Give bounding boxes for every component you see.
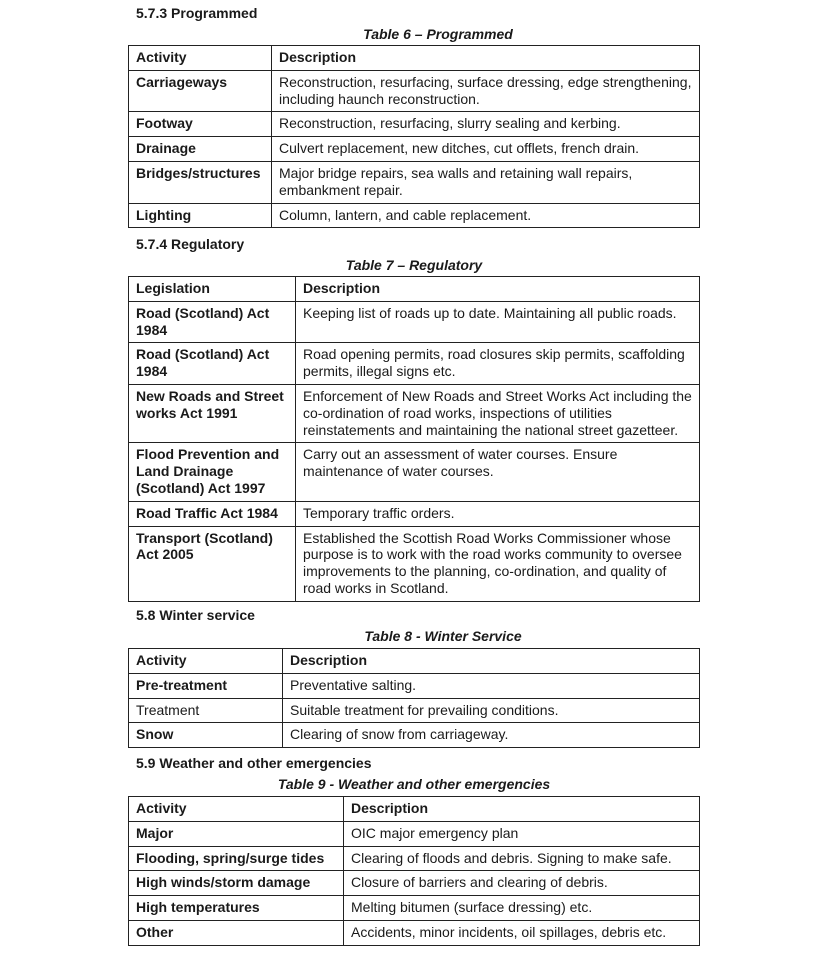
activity-cell: Flooding, spring/surge tides	[129, 846, 344, 871]
column-header-legislation: Legislation	[129, 277, 296, 302]
description-cell: Major bridge repairs, sea walls and retaining wall repairs, embankment repair.	[272, 161, 700, 203]
column-header-description: Description	[283, 649, 700, 674]
activity-cell: Snow	[129, 723, 283, 748]
description-cell: Melting bitumen (surface dressing) etc.	[344, 896, 700, 921]
table-row	[129, 896, 700, 921]
table-row	[129, 443, 700, 501]
description-cell: Preventative salting.	[283, 673, 700, 698]
legislation-cell: Road (Scotland) Act 1984	[129, 301, 296, 343]
legislation-cell: Transport (Scotland) Act 2005	[129, 526, 296, 601]
regulatory-table	[128, 276, 700, 602]
table-row	[129, 846, 700, 871]
legislation-cell: Road (Scotland) Act 1984	[129, 343, 296, 385]
activity-cell: Other	[129, 920, 344, 945]
table-row	[129, 526, 700, 601]
table-row	[129, 920, 700, 945]
table-header-row	[129, 277, 700, 302]
column-header-activity: Activity	[129, 649, 283, 674]
table-caption-regulatory: Table 7 – Regulatory	[345, 257, 483, 273]
programmed-table	[128, 45, 700, 228]
table-row	[129, 723, 700, 748]
description-cell: Established the Scottish Road Works Commissioner whose purpose is to work with the road works community to oversee improvements to the planning, co-ordination, and quality of road works in Scotland.	[296, 526, 700, 601]
activity-cell: Major	[129, 821, 344, 846]
description-cell: Column, lantern, and cable replacement.	[272, 203, 700, 228]
column-header-activity: Activity	[129, 46, 272, 71]
activity-cell: Lighting	[129, 203, 272, 228]
description-cell: Culvert replacement, new ditches, cut offlets, french drain.	[272, 137, 700, 162]
activity-cell: High temperatures	[129, 896, 344, 921]
section-heading-programmed: 5.7.3 Programmed	[136, 5, 258, 21]
column-header-description: Description	[296, 277, 700, 302]
table-row	[129, 871, 700, 896]
description-cell: Reconstruction, resurfacing, slurry sealing and kerbing.	[272, 112, 700, 137]
column-header-description: Description	[344, 797, 700, 822]
description-cell: Temporary traffic orders.	[296, 501, 700, 526]
table-row	[129, 384, 700, 442]
column-header-activity: Activity	[129, 797, 344, 822]
table-row	[129, 501, 700, 526]
emergencies-table	[128, 796, 700, 946]
activity-cell: Bridges/structures	[129, 161, 272, 203]
table-caption-programmed: Table 6 – Programmed	[363, 26, 513, 42]
legislation-cell: Flood Prevention and Land Drainage (Scotland) Act 1997	[129, 443, 296, 501]
description-cell: OIC major emergency plan	[344, 821, 700, 846]
activity-cell: High winds/storm damage	[129, 871, 344, 896]
description-cell: Carry out an assessment of water courses. Ensure maintenance of water courses.	[296, 443, 700, 501]
description-cell: Clearing of floods and debris. Signing to make safe.	[344, 846, 700, 871]
table-row	[129, 698, 700, 723]
description-cell: Keeping list of roads up to date. Maintaining all public roads.	[296, 301, 700, 343]
section-heading-regulatory: 5.7.4 Regulatory	[136, 236, 245, 252]
activity-cell: Treatment	[129, 698, 283, 723]
table-header-row	[129, 46, 700, 71]
legislation-cell: New Roads and Street works Act 1991	[129, 384, 296, 442]
table-row	[129, 301, 700, 343]
winter-service-table	[128, 648, 700, 748]
table-caption-emergencies: Table 9 - Weather and other emergencies	[277, 776, 551, 792]
section-heading-winter-service: 5.8 Winter service	[136, 607, 255, 623]
table-row	[129, 112, 700, 137]
activity-cell: Footway	[129, 112, 272, 137]
table-header-row	[129, 649, 700, 674]
table-row	[129, 673, 700, 698]
activity-cell: Pre-treatment	[129, 673, 283, 698]
description-cell: Closure of barriers and clearing of debris.	[344, 871, 700, 896]
description-cell: Road opening permits, road closures skip permits, scaffolding permits, illegal signs etc.	[296, 343, 700, 385]
table-row	[129, 161, 700, 203]
activity-cell: Drainage	[129, 137, 272, 162]
section-heading-emergencies: 5.9 Weather and other emergencies	[136, 755, 372, 771]
table-row	[129, 203, 700, 228]
table-row	[129, 70, 700, 112]
table-row	[129, 821, 700, 846]
table-row	[129, 137, 700, 162]
description-cell: Clearing of snow from carriageway.	[283, 723, 700, 748]
description-cell: Accidents, minor incidents, oil spillages, debris etc.	[344, 920, 700, 945]
description-cell: Enforcement of New Roads and Street Works Act including the co-ordination of road works, inspections of utilities reinstatements and maintaining the national street gazetteer.	[296, 384, 700, 442]
legislation-cell: Road Traffic Act 1984	[129, 501, 296, 526]
column-header-description: Description	[272, 46, 700, 71]
description-cell: Reconstruction, resurfacing, surface dressing, edge strengthening, including haunch reconstruction.	[272, 70, 700, 112]
activity-cell: Carriageways	[129, 70, 272, 112]
table-row	[129, 343, 700, 385]
description-cell: Suitable treatment for prevailing conditions.	[283, 698, 700, 723]
table-header-row	[129, 797, 700, 822]
table-caption-winter-service: Table 8 - Winter Service	[364, 628, 522, 644]
